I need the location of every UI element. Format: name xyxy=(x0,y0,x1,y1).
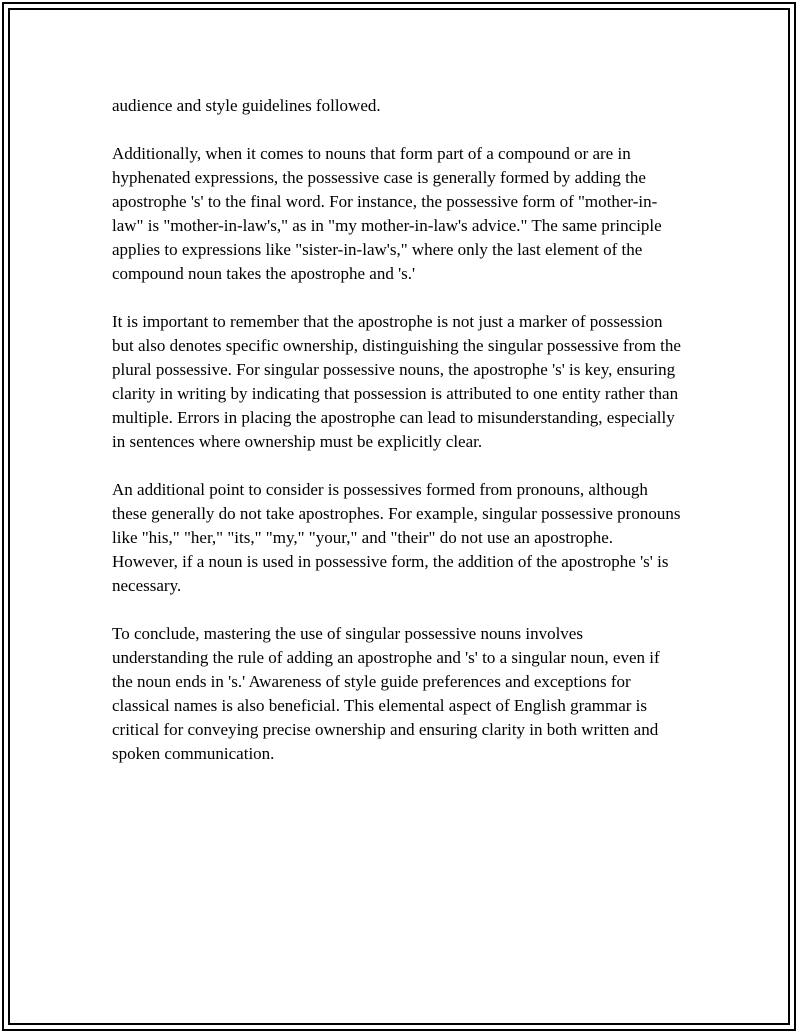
paragraph-conclusion: To conclude, mastering the use of singular possessive nouns involves understanding the rule of adding an apostrophe and 's' to a singular noun, even if the noun ends in 's.' Awareness of style guide preferences and exceptions for classical names is also beneficial. This elemental aspect of English grammar is critical for conveying precise ownership and ensuring clarity in both written and spoken communication. xyxy=(112,624,660,763)
paragraph-compound-nouns: Additionally, when it comes to nouns that form part of a compound or are in hyphenated expressions, the possessive case is generally formed by adding the apostrophe 's' to the final word. For instance, the possessive form of "mother-in-law" is "mother-in-law's," as in "my mother-in-law's advice." The same principle applies to expressions like "sister-in-law's," where only the last element of the compound noun takes the apostrophe and 's.' xyxy=(112,144,662,283)
document-body xyxy=(112,94,682,790)
paragraph-ownership: It is important to remember that the apostrophe is not just a marker of possession but also denotes specific ownership, distinguishing the singular possessive from the plural possessive. For singular possessive nouns, the apostrophe 's' is key, ensuring clarity in writing by indicating that possession is attributed to one entity rather than multiple. Errors in placing the apostrophe can lead to misunderstanding, especially in sentences where ownership must be explicitly clear. xyxy=(112,312,681,451)
paragraph-pronouns: An additional point to consider is possessives formed from pronouns, although these generally do not take apostrophes. For example, singular possessive pronouns like "his," "her," "its," "my," "your," and "their" do not use an apostrophe. However, if a noun is used in possessive form, the addition of the apostrophe 's' is necessary. xyxy=(112,480,681,595)
paragraph-continuation: audience and style guidelines followed. xyxy=(112,96,381,115)
